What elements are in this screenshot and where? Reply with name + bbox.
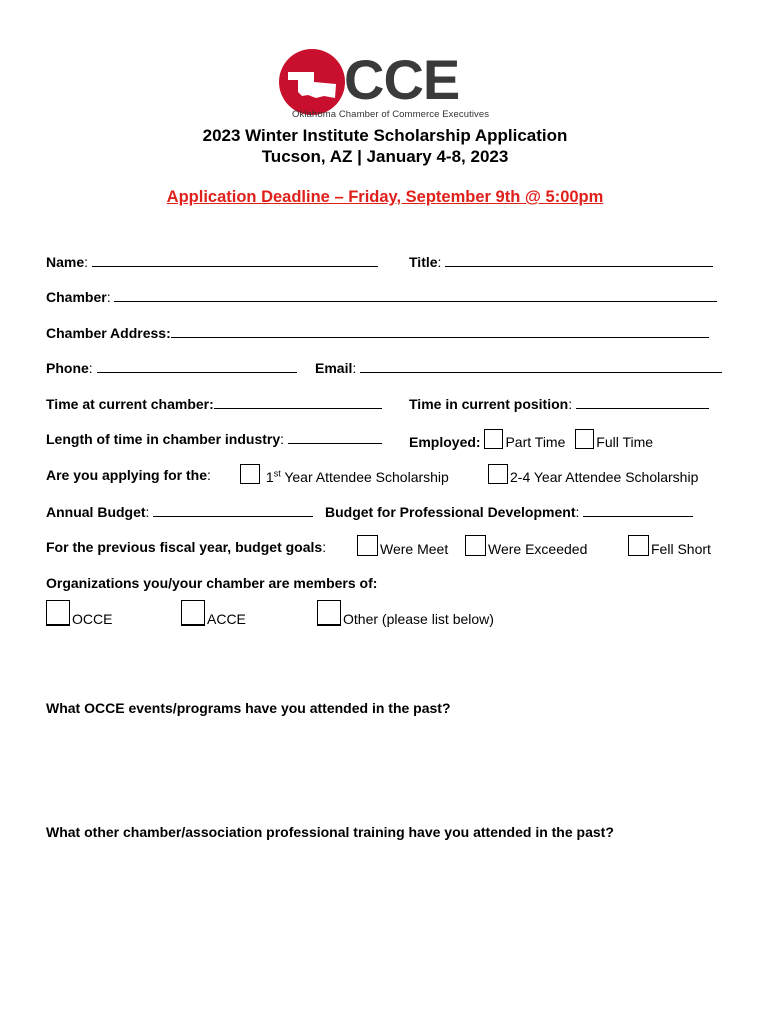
length-industry-line[interactable] (288, 443, 382, 444)
chamber-address-label: Chamber Address: (46, 325, 171, 341)
title-field[interactable]: Title: (409, 254, 713, 270)
annual-budget-field[interactable]: Annual Budget: (46, 504, 313, 520)
name-label: Name (46, 254, 85, 270)
phone-field[interactable]: Phone: (46, 360, 297, 376)
org-acce-label: ACCE (207, 611, 246, 627)
time-current-chamber-line[interactable] (214, 408, 382, 409)
chamber-address-field[interactable] (46, 325, 709, 341)
time-current-position-line[interactable] (576, 408, 709, 409)
length-industry-field[interactable]: Length of time in chamber industry: (46, 431, 382, 447)
goals-exceeded-option[interactable] (465, 535, 587, 557)
name-line[interactable] (92, 266, 378, 267)
logo-letters: CCE (344, 48, 460, 111)
title-label: Title (409, 254, 438, 270)
multi-year-label: 2-4 Year Attendee Scholarship (510, 469, 699, 485)
budget-goals-label-row: For the previous fiscal year, budget goals: (46, 539, 327, 555)
logo-subtitle: Oklahoma Chamber of Commerce Executives (292, 109, 490, 120)
occe-logo (278, 46, 493, 126)
org-occe-label: OCCE (72, 611, 113, 627)
first-year-label: 1st Year Attendee Scholarship (265, 468, 449, 485)
goals-short-option[interactable] (628, 535, 711, 557)
budget-pd-line[interactable] (583, 516, 693, 517)
part-time-checkbox[interactable] (484, 429, 503, 449)
annual-budget-label: Annual Budget (46, 504, 146, 520)
length-industry-label: Length of time in chamber industry (46, 431, 281, 447)
name-field[interactable]: Name: (46, 254, 378, 270)
form-title: 2023 Winter Institute Scholarship Application (202, 126, 568, 145)
email-field[interactable]: Email: (315, 360, 722, 376)
email-line[interactable] (360, 372, 722, 373)
org-occe-option[interactable] (46, 600, 112, 627)
time-current-chamber-field[interactable] (46, 396, 382, 412)
application-deadline: Application Deadline – Friday, September 9th @ 5:00pm (166, 188, 604, 206)
phone-line[interactable] (97, 372, 297, 373)
org-occe-checkbox[interactable] (46, 600, 70, 626)
goals-met-checkbox[interactable] (357, 535, 378, 556)
chamber-field[interactable]: Chamber: (46, 289, 717, 305)
first-year-checkbox[interactable] (240, 464, 260, 484)
oklahoma-circle-logo-icon (278, 48, 346, 116)
phone-label: Phone (46, 360, 89, 376)
goals-met-option[interactable] (357, 535, 448, 557)
time-current-chamber-label: Time at current chamber: (46, 396, 214, 412)
time-current-position-label: Time in current position (409, 396, 569, 412)
applying-label-row: Are you applying for the: (46, 467, 211, 483)
chamber-address-line[interactable] (171, 337, 709, 338)
multi-year-option[interactable] (488, 464, 698, 485)
question-occe-events: What OCCE events/programs have you attended in the past? (46, 700, 451, 716)
goals-short-checkbox[interactable] (628, 535, 649, 556)
annual-budget-line[interactable] (153, 516, 313, 517)
org-acce-option[interactable] (181, 600, 246, 627)
part-time-label: Part Time (505, 434, 566, 450)
form-subtitle: Tucson, AZ | January 4-8, 2023 (261, 147, 509, 166)
budget-pd-label: Budget for Professional Development (325, 504, 576, 520)
employed-group (409, 429, 653, 450)
org-other-option[interactable] (317, 600, 494, 627)
org-other-label: Other (please list below) (343, 611, 494, 627)
email-label: Email (315, 360, 353, 376)
budget-pd-field[interactable]: Budget for Professional Development: (325, 504, 693, 520)
applying-label: Are you applying for the (46, 467, 208, 483)
title-line[interactable] (445, 266, 713, 267)
chamber-line[interactable] (114, 301, 717, 302)
chamber-label: Chamber (46, 289, 107, 305)
multi-year-checkbox[interactable] (488, 464, 508, 484)
org-acce-checkbox[interactable] (181, 600, 205, 626)
organizations-label: Organizations you/your chamber are members of: (46, 575, 378, 591)
goals-met-label: Were Meet (380, 541, 449, 557)
full-time-checkbox[interactable] (575, 429, 594, 449)
goals-short-label: Fell Short (651, 541, 711, 557)
org-other-checkbox[interactable] (317, 600, 341, 626)
employed-label: Employed: (409, 434, 481, 450)
goals-exceeded-checkbox[interactable] (465, 535, 486, 556)
first-year-option[interactable] (240, 464, 449, 485)
goals-exceeded-label: Were Exceeded (488, 541, 588, 557)
full-time-label: Full Time (596, 434, 654, 450)
question-other-training: What other chamber/association professional training have you attended in the past? (46, 824, 614, 840)
time-current-position-field[interactable]: Time in current position: (409, 396, 709, 412)
budget-goals-label: For the previous fiscal year, budget goals (46, 539, 323, 555)
